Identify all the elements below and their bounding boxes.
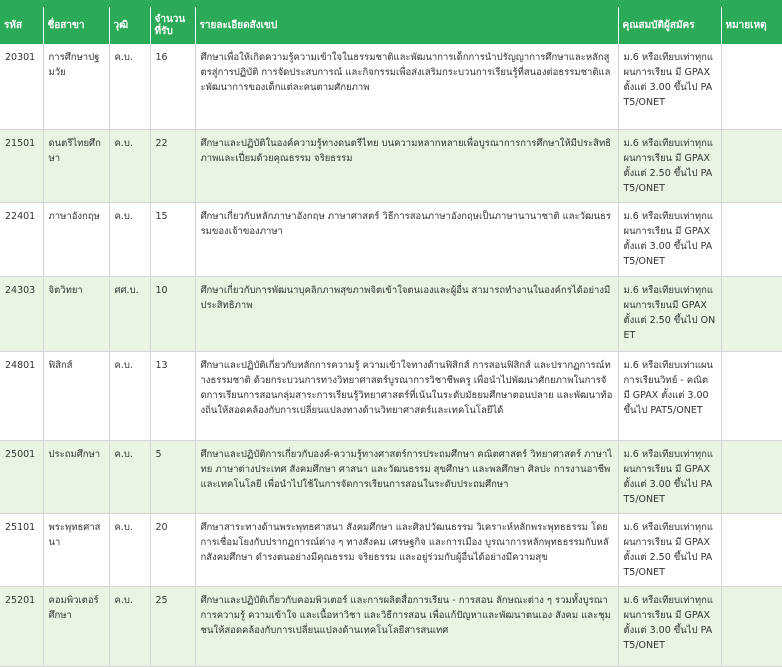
cell-note	[721, 276, 782, 351]
cell-note	[721, 202, 782, 276]
cell-code: 24801	[0, 351, 43, 440]
cell-seats: 25	[150, 586, 195, 666]
cell-description: ศึกษาและปฏิบัติเกี่ยวกับคอมพิวเตอร์ และการผลิตสื่อการเรียน - การสอน ลักษณะต่าง ๆ รวมทั้งบูรณาการความรู้ ความเข้าใจ และเนื้อหาวิชา และวิธีการสอน เพื่อแก้ปัญหาและพัฒนาตนเอง สังคม และชุมชนให้สอดคล้องกับการเปลี่ยนแปลงด้านเทคโนโลยีสารสนเทศ	[195, 586, 618, 666]
table-row	[0, 202, 782, 276]
table-row	[0, 513, 782, 586]
cell-description: ศึกษาและปฏิบัติการเกี่ยวกับองค์-ความรู้ทางศาสตร์การประถมศึกษา คณิตศาสตร์ วิทยาศาสตร์ ภาษาไทย ภาษาต่างประเทศ สังคมศึกษา ศาสนา และวัฒนธรรม สุขศึกษา และพลศึกษา ศิลปะ การงานอาชีพและเทคโนโลยี เพื่อนำไปใช้ในการจัดการเรียนการสอนในระดับประถมศึกษา	[195, 440, 618, 513]
cell-description: ศึกษาเกี่ยวกับการพัฒนาบุคลิกภาพสุขภาพจิตเข้าใจตนเองและผู้อื่น สามารถทำงานในองค์กรได้อย่างมีประสิทธิภาพ	[195, 276, 618, 351]
header-row	[0, 7, 782, 44]
cell-note	[721, 440, 782, 513]
cell-degree: ค.บ.	[109, 513, 150, 586]
cell-description: ศึกษาและปฏิบัติเกี่ยวกับหลักการความรู้ ความเข้าใจทางด้านฟิสิกส์ การสอนฟิสิกส์ และปรากฏการณ์ทางธรรมชาติ ด้วยกระบวนการทางวิทยาศาสตร์บูรณาการวิชาชีพครู เพื่อนำไปพัฒนาศักยภาพในการจัดการเรียนการสอนกลุ่มสาระการเรียนรู้วิทยาศาสตร์ที่เน้นในระดับมัธยมศึกษาตอนปลาย และพัฒนาท้องถิ่นให้สอดคล้องกับการเปลี่ยนแปลงทางด้านวิทยาศาสตร์และเทคโนโลยีได้	[195, 351, 618, 440]
table-row	[0, 276, 782, 351]
cell-note	[721, 44, 782, 129]
cell-degree: ค.บ.	[109, 202, 150, 276]
cell-code: 20301	[0, 44, 43, 129]
cell-seats: 20	[150, 513, 195, 586]
cell-seats: 22	[150, 129, 195, 202]
header-description: รายละเอียดสังเขป	[195, 7, 618, 44]
programs-table	[0, 7, 782, 667]
cell-qualifications: ม.6 หรือเทียบเท่าทุกแผนการเรียน มี GPAX ตั้งแต่ 3.00 ขึ้นไป PAT5/ONET	[618, 44, 721, 129]
cell-seats: 5	[150, 440, 195, 513]
cell-degree: ค.บ.	[109, 44, 150, 129]
cell-code: 25101	[0, 513, 43, 586]
header-seats: จำนวนที่รับ	[150, 7, 195, 44]
cell-branch: ดนตรีไทยศึกษา	[43, 129, 109, 202]
table-header	[0, 7, 782, 44]
cell-degree: ค.บ.	[109, 440, 150, 513]
cell-note	[721, 586, 782, 666]
top-accent-bar	[0, 0, 782, 7]
cell-description: ศึกษาเกี่ยวกับหลักภาษาอังกฤษ ภาษาศาสตร์ วิธีการสอนภาษาอังกฤษเป็นภาษานานาชาติ และวัฒนธรรมของเจ้าของภาษา	[195, 202, 618, 276]
table-row	[0, 44, 782, 129]
cell-qualifications: ม.6 หรือเทียบเท่าแผนการเรียนวิทย์ - คณิต มี GPAX ตั้งแต่ 3.00 ขึ้นไป PAT5/ONET	[618, 351, 721, 440]
cell-description: ศึกษาและปฏิบัติในองค์ความรู้ทางดนตรีไทย บนความหลากหลายเพื่อบูรณาการการศึกษาให้มีประสิทธิภาพและเปี่ยมด้วยคุณธรรม จริยธรรม	[195, 129, 618, 202]
cell-code: 25001	[0, 440, 43, 513]
cell-code: 24303	[0, 276, 43, 351]
header-branch: ชื่อสาขา	[43, 7, 109, 44]
cell-branch: ประถมศึกษา	[43, 440, 109, 513]
cell-branch: พระพุทธศาสนา	[43, 513, 109, 586]
cell-branch: ฟิสิกส์	[43, 351, 109, 440]
cell-branch: คอมพิวเตอร์ศึกษา	[43, 586, 109, 666]
cell-degree: ค.บ.	[109, 586, 150, 666]
cell-qualifications: ม.6 หรือเทียบเท่าทุกแผนการเรียน มี GPAX ตั้งแต่ 3.00 ขึ้นไป PAT5/ONET	[618, 202, 721, 276]
table-body	[0, 44, 782, 666]
cell-seats: 13	[150, 351, 195, 440]
table-row	[0, 351, 782, 440]
cell-branch: การศึกษาปฐมวัย	[43, 44, 109, 129]
cell-seats: 10	[150, 276, 195, 351]
cell-qualifications: ม.6 หรือเทียบเท่าทุกแผนการเรียน มี GPAX ตั้งแต่ 3.00 ขึ้นไป PAT5/ONET	[618, 440, 721, 513]
header-note: หมายเหตุ	[721, 7, 782, 44]
cell-seats: 15	[150, 202, 195, 276]
cell-branch: จิตวิทยา	[43, 276, 109, 351]
header-degree: วุฒิ	[109, 7, 150, 44]
header-qualifications: คุณสมบัติผู้สมัคร	[618, 7, 721, 44]
cell-code: 22401	[0, 202, 43, 276]
cell-qualifications: ม.6 หรือเทียบเท่าทุกแผนการเรียน มี GPAX ตั้งแต่ 2.50 ขึ้นไป PAT5/ONET	[618, 129, 721, 202]
cell-branch: ภาษาอังกฤษ	[43, 202, 109, 276]
cell-description: ศึกษาสาระทางด้านพระพุทธศาสนา สังคมศึกษา และศิลปวัฒนธรรม วิเคราะห์หลักพระพุทธธรรม โดยการเชื่อมโยงกับปรากฏการณ์ต่าง ๆ ทางสังคม เศรษฐกิจ และการเมือง บูรณาการหลักพุทธธรรมกับหลักสังคมศึกษา ดำรงตนอย่างมีคุณธรรม จริยธรรม และอยู่ร่วมกับผู้อื่นได้อย่างมีความสุข	[195, 513, 618, 586]
header-code: รหัส	[0, 7, 43, 44]
cell-degree: ค.บ.	[109, 129, 150, 202]
cell-note	[721, 351, 782, 440]
cell-seats: 16	[150, 44, 195, 129]
cell-degree: ศศ.บ.	[109, 276, 150, 351]
cell-qualifications: ม.6 หรือเทียบเท่าทุกแผนการเรียน มี GPAX ตั้งแต่ 3.00 ขึ้นไป PAT5/ONET	[618, 586, 721, 666]
cell-code: 25201	[0, 586, 43, 666]
cell-note	[721, 129, 782, 202]
cell-code: 21501	[0, 129, 43, 202]
cell-note	[721, 513, 782, 586]
table-row	[0, 129, 782, 202]
cell-qualifications: ม.6 หรือเทียบเท่าทุกแผนการเรียน มี GPAX ตั้งแต่ 2.50 ขึ้นไป PAT5/ONET	[618, 513, 721, 586]
table-row	[0, 440, 782, 513]
cell-qualifications: ม.6 หรือเทียบเท่าทุกแผนการเรียนมี GPAX ตั้งแต่ 2.50 ขึ้นไป ONET	[618, 276, 721, 351]
cell-degree: ค.บ.	[109, 351, 150, 440]
table-row	[0, 586, 782, 666]
cell-description: ศึกษาเพื่อให้เกิดความรู้ความเข้าใจในธรรมชาติและพัฒนาการเด็กการนำปรัญญาการศึกษาและหลักสูตรสู่การปฏิบัติ การจัดประสบการณ์ และกิจกรรมเพื่อส่งเสริมกระบวนการเรียนรู้ที่สนองต่อธรรมชาติและพัฒนาการของเด็กแต่ละคนตามศักยภาพ	[195, 44, 618, 129]
